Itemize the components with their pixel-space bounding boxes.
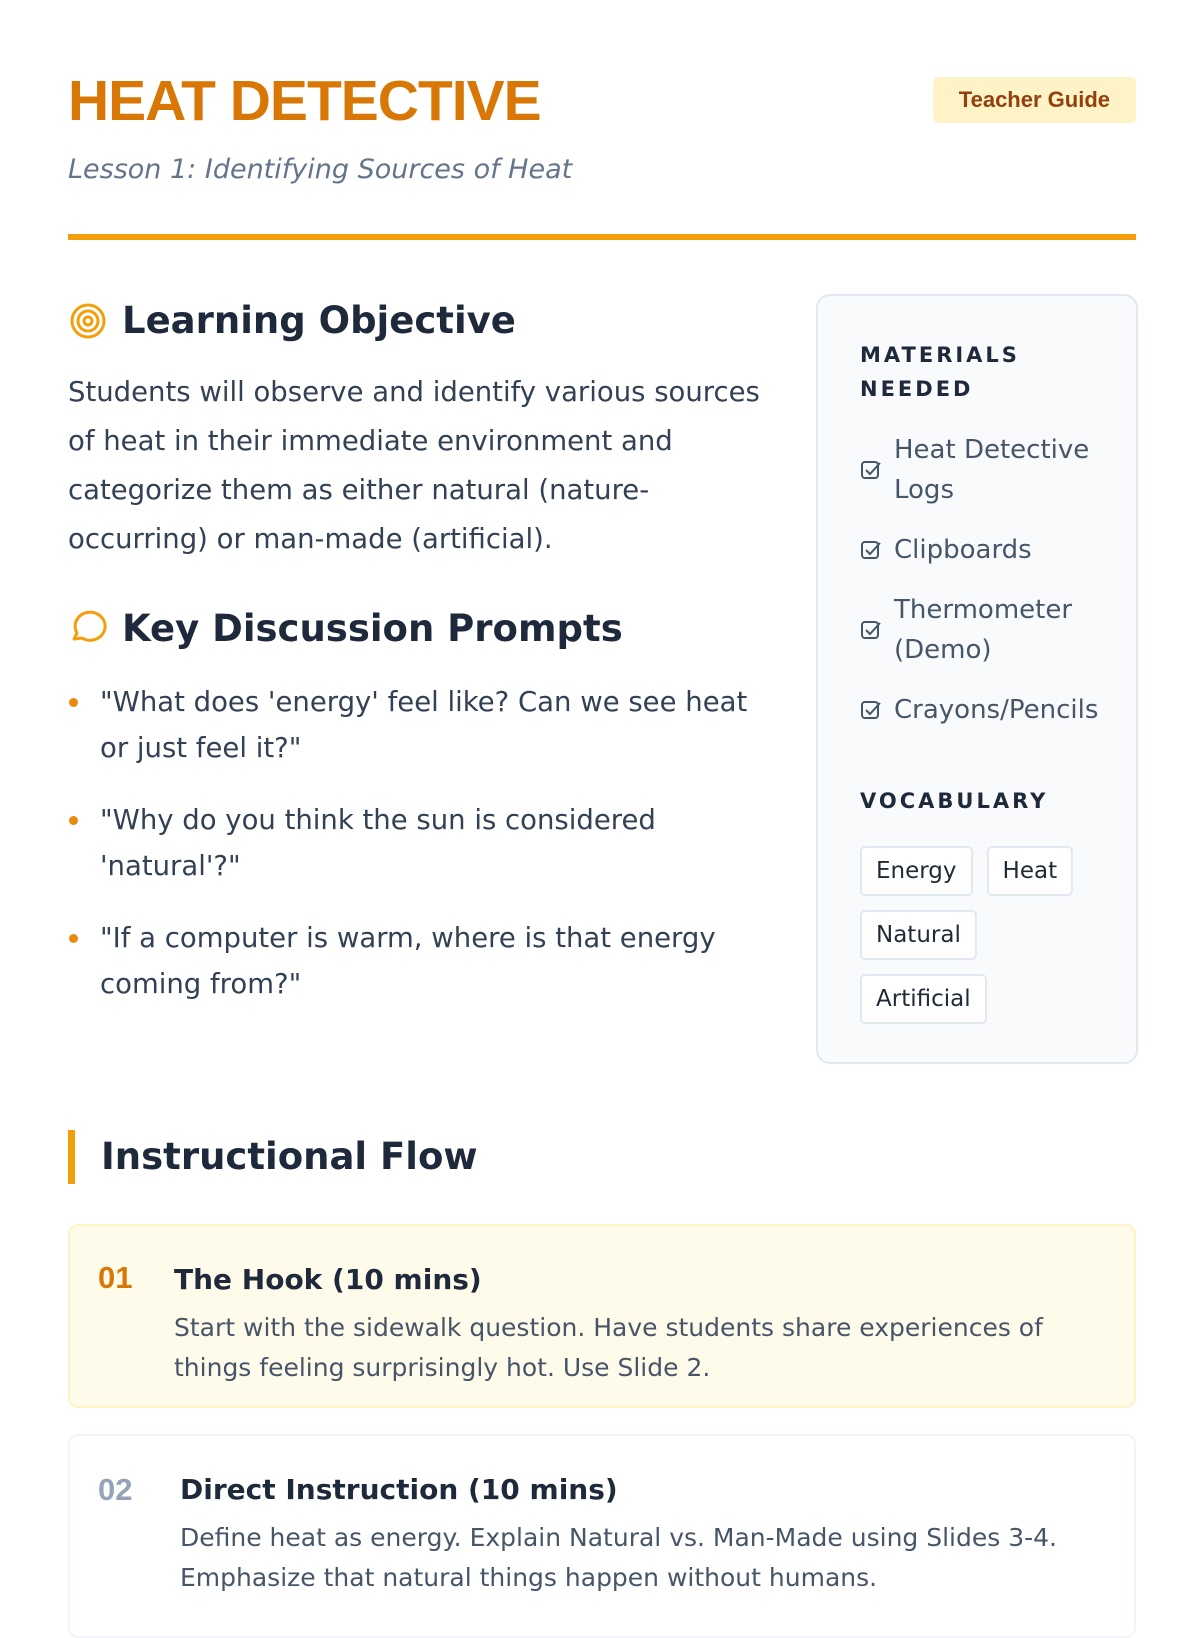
materials-heading: MATERIALS NEEDED xyxy=(860,343,1020,401)
objective-heading-text: Learning Objective xyxy=(122,299,516,342)
prompts-heading xyxy=(68,606,623,652)
checkbox-icon xyxy=(860,459,882,481)
objective-heading xyxy=(68,298,516,344)
step-description: Start with the sidewalk question. Have students share experiences of things feeling surprisingly hot. Use Slide 2. xyxy=(174,1313,1043,1382)
material-item xyxy=(860,430,1110,510)
flow-step xyxy=(68,1434,1136,1638)
vocab-chip: Heat xyxy=(987,846,1074,896)
checkbox-icon xyxy=(860,539,882,561)
prompt-item: "What does 'energy' feel like? Can we see heat or just feel it?" xyxy=(68,679,768,771)
checkbox-icon xyxy=(860,699,882,721)
material-label: Thermometer (Demo) xyxy=(894,595,1073,665)
teacher-guide-badge: Teacher Guide xyxy=(933,77,1136,123)
objective-text: Students will observe and identify various sources of heat in their immediate environment and categorize them as either natural (nature-occurring) or man-made (artificial). xyxy=(68,376,760,555)
step-description: Define heat as energy. Explain Natural vs. Man-Made using Slides 3-4. Emphasize that natural things happen without humans. xyxy=(180,1523,1057,1592)
step-title: Direct Instruction (10 mins) xyxy=(180,1473,618,1506)
prompts-heading-text: Key Discussion Prompts xyxy=(122,607,623,650)
material-item xyxy=(860,530,1110,570)
material-item xyxy=(860,690,1110,730)
speech-bubble-icon xyxy=(68,609,108,649)
step-number: 02 xyxy=(98,1472,133,1507)
material-item xyxy=(860,590,1110,670)
prompt-item: "Why do you think the sun is considered 'natural'?" xyxy=(68,797,768,889)
sidebar-card xyxy=(816,294,1138,1064)
target-icon xyxy=(68,301,108,341)
step-title: The Hook (10 mins) xyxy=(174,1263,482,1296)
flow-heading: Instructional Flow xyxy=(68,1130,478,1184)
material-label: Clipboards xyxy=(894,535,1032,565)
materials-list xyxy=(860,430,1110,750)
prompt-list xyxy=(68,679,768,1033)
page-title: HEAT DETECTIVE xyxy=(68,69,541,133)
flow-step xyxy=(68,1224,1136,1408)
lesson-page xyxy=(68,0,1136,1600)
lesson-subtitle: Lesson 1: Identifying Sources of Heat xyxy=(68,154,573,185)
checkbox-icon xyxy=(860,619,882,641)
prompt-item: "If a computer is warm, where is that energy coming from?" xyxy=(68,915,768,1007)
vocabulary-heading: VOCABULARY xyxy=(860,789,1049,813)
material-label: Crayons/Pencils xyxy=(894,695,1099,725)
vocabulary-chips xyxy=(860,846,1100,1024)
vocab-chip: Natural xyxy=(860,910,977,960)
vocab-chip: Artificial xyxy=(860,974,987,1024)
header-divider xyxy=(68,234,1136,240)
material-label: Heat Detective Logs xyxy=(894,435,1090,505)
vocab-chip: Energy xyxy=(860,846,973,896)
step-number: 01 xyxy=(98,1260,133,1295)
